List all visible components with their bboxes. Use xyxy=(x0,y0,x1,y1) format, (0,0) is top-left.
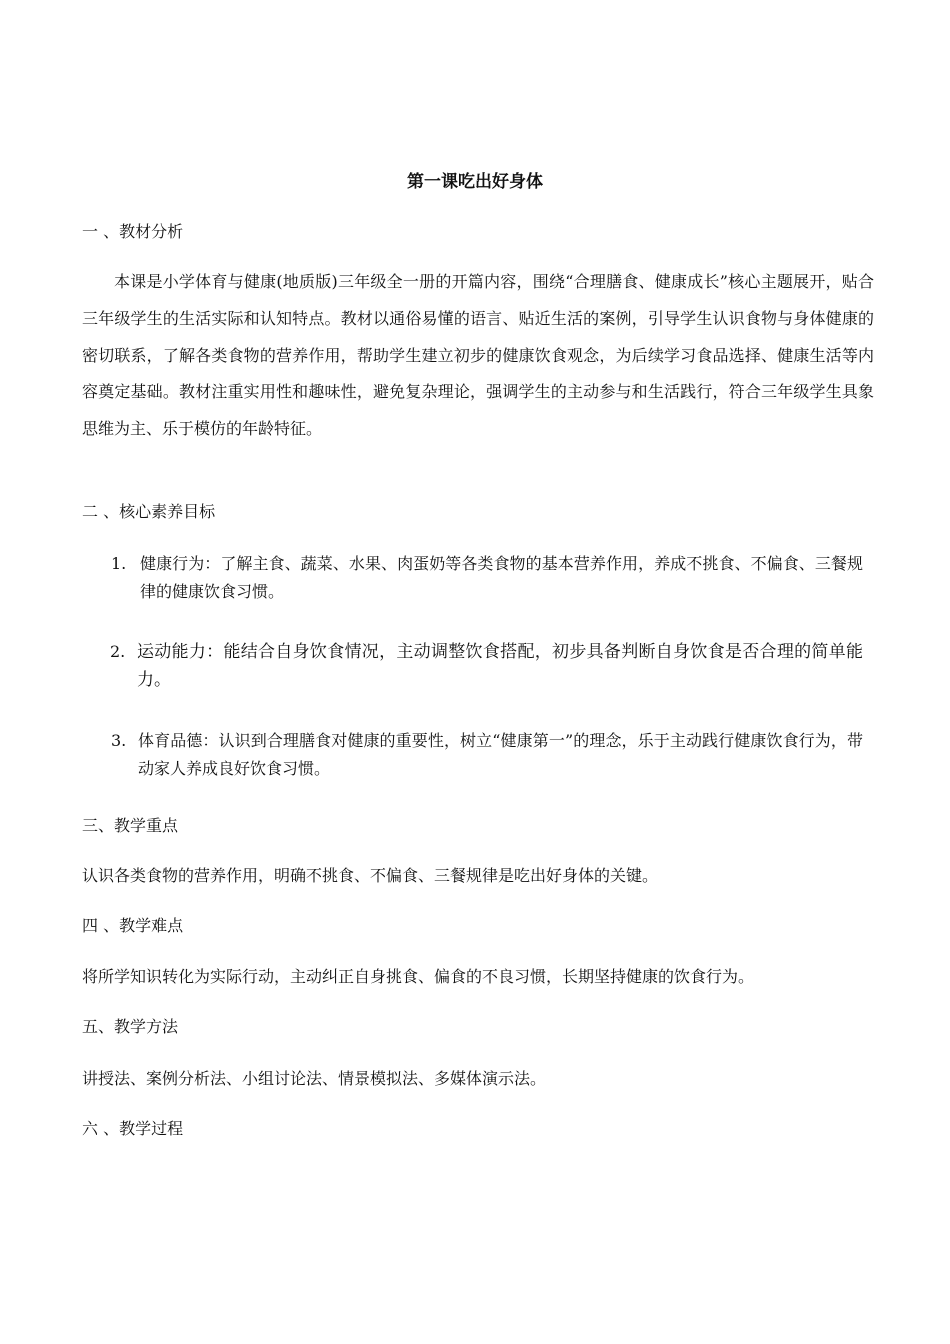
key-points-text: 认识各类食物的营养作用，明确不挑食、不偏食、三餐规律是吃出好身体的关键。 xyxy=(82,866,659,885)
textbook-analysis-paragraph: 本课是小学体育与健康(地质版)三年级全一册的开篇内容，围绕“合理膳食、健康成长”核心主题展开，贴合三年级学生的生活实际和认知特点。教材以通俗易懂的语言、贴近生活的案例，引导学生认识食物与身体健康的密切联系，了解各类食物的营养作用，帮助学生建立初步的健康饮食观念，为后续学习食品选择、健康生活等内容奠定基础。教材注重实用性和趣味性，避免复杂理论，强调学生的主动参与和生活践行，符合三年级学生具象思维为主、乐于模仿的年龄特征。 xyxy=(82,272,874,439)
document-title: 第一课吃出好身体 xyxy=(407,172,543,192)
methods-text: 讲授法、案例分析法、小组讨论法、情景模拟法、多媒体演示法。 xyxy=(82,1069,547,1088)
section-heading-process: 六 、教学过程 xyxy=(82,1119,184,1138)
goal-item-number: 1. xyxy=(111,554,127,573)
section-heading-core-goals: 二 、核心素养目标 xyxy=(82,502,216,521)
section-heading-methods: 五、教学方法 xyxy=(82,1017,179,1036)
goal-item-number: 3. xyxy=(111,731,127,750)
goal-item-2 xyxy=(110,638,863,694)
section-heading-textbook-analysis: 一 、教材分析 xyxy=(82,222,184,241)
goal-item-text: 健康行为：了解主食、蔬菜、水果、肉蛋奶等各类食物的基本营养作用，养成不挑食、不偏食、三餐规律的健康饮食习惯。 xyxy=(140,554,863,601)
goal-item-1 xyxy=(111,550,863,606)
goal-item-text: 体育品德：认识到合理膳食对健康的重要性，树立“健康第一”的理念，乐于主动践行健康饮食行为，带动家人养成良好饮食习惯。 xyxy=(138,731,863,778)
difficulties-text: 将所学知识转化为实际行动，主动纠正自身挑食、偏食的不良习惯，长期坚持健康的饮食行为。 xyxy=(82,967,755,986)
section-heading-key-points: 三、教学重点 xyxy=(82,816,179,835)
goal-item-text: 运动能力：能结合自身饮食情况，主动调整饮食搭配，初步具备判断自身饮食是否合理的简单能力。 xyxy=(137,642,863,690)
goal-item-3 xyxy=(111,727,863,783)
section-heading-difficulties: 四 、教学难点 xyxy=(82,916,184,935)
goal-item-number: 2. xyxy=(110,642,126,661)
